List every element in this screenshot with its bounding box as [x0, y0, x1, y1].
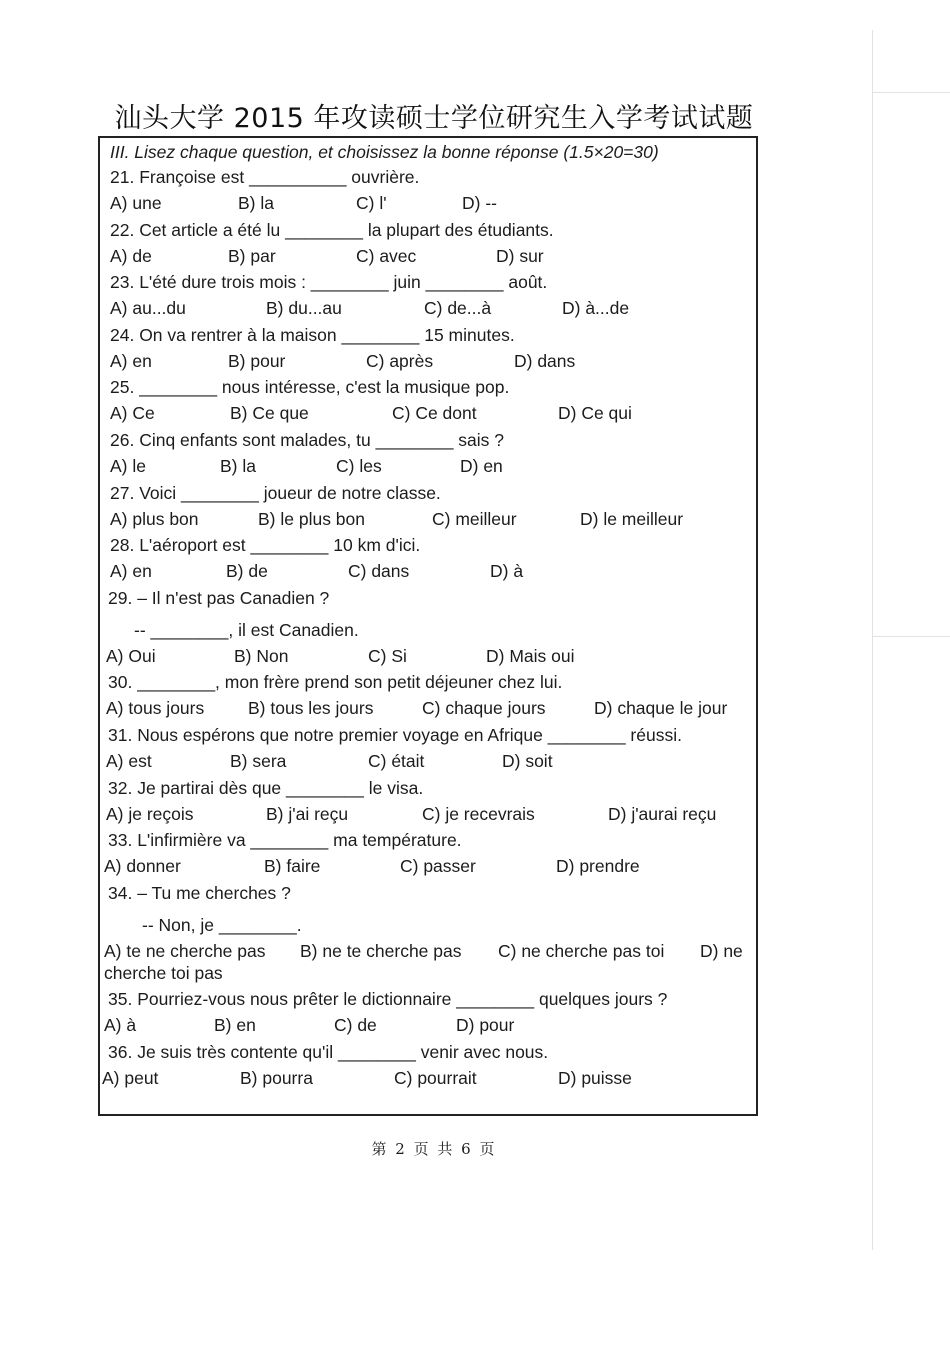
question-text: 32. Je partirai dès que ________ le visa. [108, 777, 424, 798]
answer-option: B) ne te cherche pas [300, 940, 462, 961]
answer-option: C) de...à [424, 298, 492, 319]
question-text: 28. L'aéroport est ________ 10 km d'ici. [110, 535, 421, 556]
question-text: 26. Cinq enfants sont malades, tu ________ sais ? [110, 430, 505, 450]
answer-option: B) faire [264, 856, 321, 877]
answer-option: A) Ce [110, 403, 155, 424]
answer-option: C) était [368, 751, 425, 771]
answer-option: A) Oui [106, 645, 156, 666]
answer-option: D) ne [700, 940, 743, 961]
answer-option: A) de [110, 245, 152, 266]
answer-option: C) avec [356, 245, 417, 266]
answer-option: D) j'aurai reçu [608, 803, 717, 824]
reply-text: -- ________, il est Canadien. [134, 619, 359, 640]
answer-option: D) sur [496, 245, 544, 266]
question-text: 21. Françoise est __________ ouvrière. [110, 167, 420, 187]
answer-option: B) par [228, 245, 276, 266]
answer-option: C) de [334, 1015, 377, 1036]
answer-option-continued: cherche toi pas [104, 962, 223, 983]
answer-option: D) -- [462, 193, 497, 213]
answer-option: D) puisse [558, 1068, 632, 1088]
answer-option: A) est [106, 751, 152, 771]
answer-option: C) les [336, 456, 382, 476]
scan-edge-line [872, 92, 950, 93]
answer-option: B) la [238, 193, 274, 213]
answer-option: A) peut [102, 1068, 159, 1088]
answer-option: B) du...au [266, 298, 342, 319]
page-number: 第 2 页 共 6 页 [371, 1140, 497, 1158]
answer-option: B) pour [228, 350, 286, 371]
answer-option: C) meilleur [432, 508, 517, 529]
answer-option: D) pour [456, 1015, 515, 1036]
answer-option: A) en [110, 350, 152, 371]
exam-title: 汕头大学 2015 年攻读硕士学位研究生入学考试试题 [114, 103, 754, 134]
answer-option: D) à [490, 561, 524, 582]
answer-option: D) Mais oui [486, 645, 575, 666]
scan-edge-line [872, 30, 873, 1250]
answer-option: B) de [226, 561, 268, 582]
question-text: 35. Pourriez-vous nous prêter le dictionnaire ________ quelques jours ? [108, 989, 668, 1010]
answer-option: D) le meilleur [580, 508, 684, 529]
answer-option: A) une [110, 193, 162, 213]
answer-option: A) plus bon [110, 508, 199, 529]
question-text: 22. Cet article a été lu ________ la plupart des étudiants. [110, 219, 554, 240]
answer-option: A) donner [104, 856, 181, 877]
answer-option: C) pourrait [394, 1068, 477, 1088]
answer-option: D) soit [502, 751, 553, 771]
answer-option: A) à [104, 1015, 137, 1036]
question-text: 24. On va rentrer à la maison ________ 15 minutes. [110, 324, 515, 345]
answer-option: B) en [214, 1015, 256, 1036]
answer-option: A) tous jours [106, 698, 205, 719]
answer-option: D) Ce qui [558, 403, 632, 424]
answer-option: B) pourra [240, 1068, 313, 1088]
answer-option: B) j'ai reçu [266, 803, 349, 824]
question-text: 31. Nous espérons que notre premier voyage en Afrique ________ réussi. [108, 725, 682, 745]
reply-text: -- Non, je ________. [142, 914, 302, 935]
question-text: 30. ________, mon frère prend son petit déjeuner chez lui. [108, 672, 563, 693]
answer-option: B) sera [230, 751, 287, 771]
answer-option: A) au...du [110, 298, 186, 319]
answer-option: C) je recevrais [422, 803, 535, 824]
answer-option: C) dans [348, 561, 410, 582]
answer-option: B) tous les jours [248, 698, 374, 719]
answer-option: C) l' [356, 193, 387, 213]
answer-option: A) en [110, 561, 152, 582]
answer-option: A) le [110, 456, 146, 476]
instruction-text: III. Lisez chaque question, et choisissez la bonne réponse (1.5×20=30) [110, 142, 659, 162]
question-text: 34. – Tu me cherches ? [108, 882, 291, 903]
answer-option: D) à...de [562, 298, 630, 319]
question-text: 29. – Il n'est pas Canadien ? [108, 587, 330, 608]
answer-option: D) chaque le jour [594, 698, 728, 719]
answer-option: D) dans [514, 350, 576, 371]
answer-option: A) te ne cherche pas [104, 940, 266, 961]
answer-option: C) ne cherche pas toi [498, 940, 665, 961]
answer-option: D) en [460, 456, 503, 476]
question-text: 33. L'infirmière va ________ ma température. [108, 830, 462, 851]
question-text: 36. Je suis très contente qu'il ________ venir avec nous. [108, 1042, 549, 1062]
question-text: 27. Voici ________ joueur de notre classe. [110, 482, 441, 503]
question-text: 25. ________ nous intéresse, c'est la musique pop. [110, 377, 510, 398]
answer-option: D) prendre [556, 856, 640, 877]
answer-option: B) le plus bon [258, 508, 366, 529]
answer-option: B) Non [234, 645, 289, 666]
answer-option: C) après [366, 350, 434, 371]
answer-option: B) la [220, 456, 256, 476]
answer-option: C) chaque jours [422, 698, 546, 719]
answer-option: A) je reçois [106, 803, 194, 824]
answer-option: C) Ce dont [392, 403, 477, 424]
answer-option: C) passer [400, 856, 476, 877]
answer-option: C) Si [368, 645, 407, 666]
question-text: 23. L'été dure trois mois : ________ juin ________ août. [110, 272, 548, 293]
scan-edge-line [872, 636, 950, 637]
answer-option: B) Ce que [230, 403, 309, 424]
